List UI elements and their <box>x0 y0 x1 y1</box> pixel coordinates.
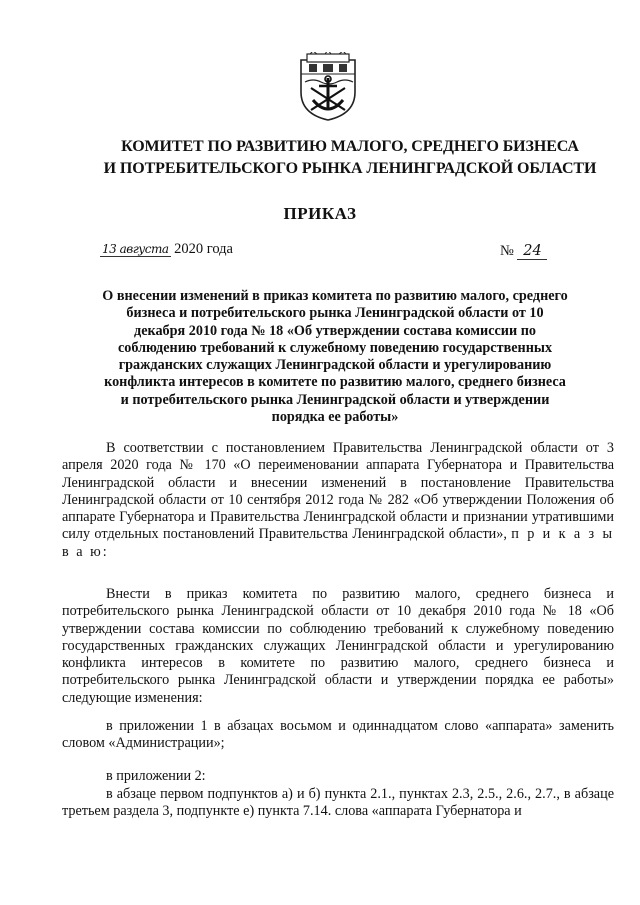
handwritten-number: 24 <box>517 243 547 260</box>
amendment-paragraph: Внести в приказ комитета по развитию малого, среднего бизнеса и потребительского рынка Ленинградской области от 10 декабря 2010 года № 18 «Об утверждении состава комиссии по соблюдению требований к служебному поведению государственных гражданских служащих Ленинградской области и урегулированию конфликта интересов в комитете по развитию малого, среднего бизнеса и потребительского рынка Ленинградской области и утверждении порядка ее работы» следующие изменения: <box>62 586 614 706</box>
order-number <box>500 243 547 260</box>
order-subject: О внесении изменений в приказ комитета по развитию малого, среднего бизнеса и потребительского рынка Ленинградской области от 10 декабря 2010 года № 18 «Об утверждении состава комиссии по соблюдению требований к служебному поведению государственных гражданских служащих Ленинградской области и урегулированию конфликта интересов в комитете по развитию малого, среднего бизнеса и потребительского рынка Ленинградской области и утверждении порядка ее работы» <box>102 288 568 426</box>
appendix-2-paragraph: в абзаце первом подпунктов а) и б) пункта 2.1., пунктах 2.3, 2.5., 2.6., 2.7., в абзаце третьем раздела 3, подпункте е) пункта 7.14. слова «аппарата Губернатора и <box>62 786 614 820</box>
committee-name <box>60 136 640 180</box>
committee-name-line-1: КОМИТЕТ ПО РАЗВИТИЮ МАЛОГО, СРЕДНЕГО БИЗНЕСА <box>121 138 579 155</box>
order-verb: п р и к а з ы в а ю: <box>62 526 614 560</box>
number-sign: № <box>500 243 514 259</box>
printed-year: 2020 года <box>174 241 233 257</box>
order-date <box>100 241 233 258</box>
coat-of-arms-icon <box>297 52 359 122</box>
appendix-2-heading: в приложении 2: <box>106 768 206 784</box>
handwritten-date: 13 августа <box>102 242 169 256</box>
committee-name-line-2: И ПОТРЕБИТЕЛЬСКОГО РЫНКА ЛЕНИНГРАДСКОЙ ОБЛАСТИ <box>103 160 597 177</box>
preamble-paragraph <box>62 440 614 561</box>
appendix-1-paragraph: в приложении 1 в абзацах восьмом и одиннадцатом слово «аппарата» заменить словом «Администрации»; <box>62 718 614 752</box>
preamble-text: В соответствии с постановлением Правительства Ленинградской области от 3 апреля 2020 года № 170 «О переименовании аппарата Губернатора и Правительства Ленинградской области и внесении изменений в постановление Правительства Ленинградской области от 10 сентября 2012 года № 282 «Об утверждении Положения об аппарате Губернатора и Правительства Ленинградской области и признании утратившими силу отдельных постановлений Правительства Ленинградской области», <box>62 440 614 543</box>
order-title: ПРИКАЗ <box>283 204 357 223</box>
